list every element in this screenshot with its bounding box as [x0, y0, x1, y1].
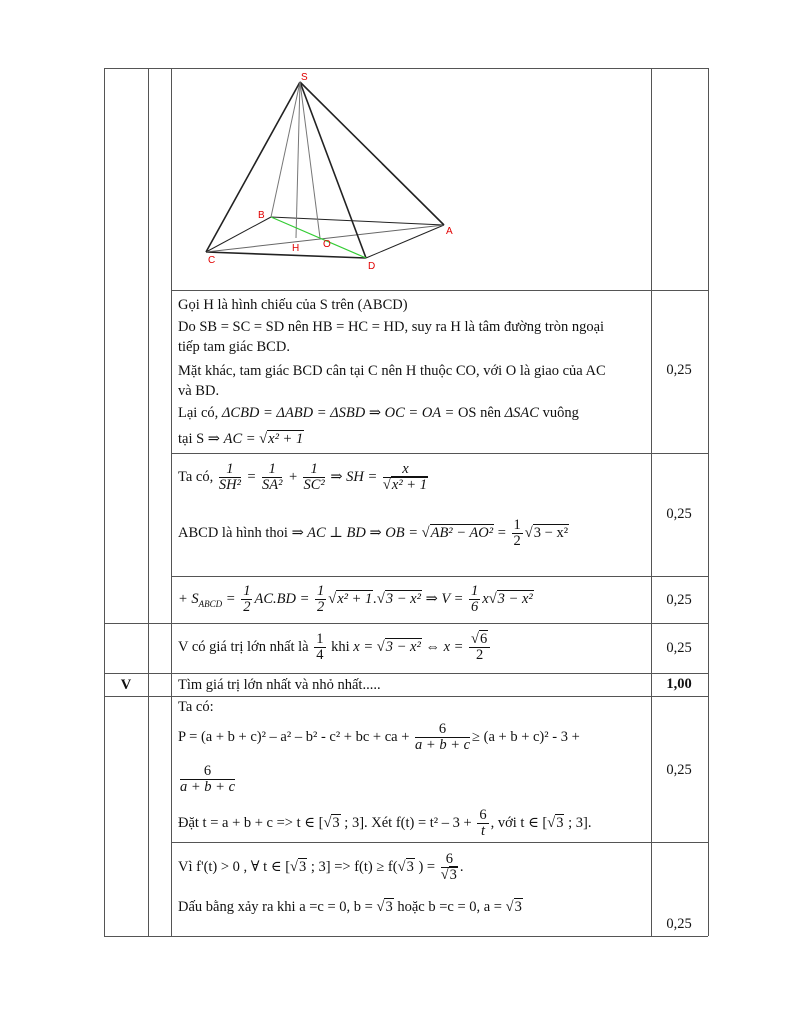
text-part: ) =: [414, 859, 439, 875]
text-line: Ta có, $\frac{1}{\text{SH²}}$ = $\frac{1}{\text{SA²}}$ + $\frac{1}{\text{SC²}}$ ⇒ SH = $\frac{x}{\text{√x² + 1}}$: [178, 461, 427, 494]
fraction: [469, 632, 490, 663]
table-border-top: [104, 68, 708, 69]
text-part: V có giá trị lớn nhất là: [178, 639, 313, 655]
score-cell: 1,00: [666, 676, 692, 692]
table-col-line-2: [148, 68, 149, 936]
fraction: [512, 518, 523, 549]
text-part: ≥ (a + b + c)² - 3 +: [472, 729, 580, 745]
label-S: S: [301, 72, 308, 83]
text-line: [178, 722, 580, 753]
numerator: 1: [513, 517, 521, 534]
formula: =: [222, 591, 240, 607]
denominator: t: [480, 823, 485, 840]
section-title: Tìm giá trị lớn nhất và nhỏ nhất.....: [178, 677, 381, 693]
formula: x: [482, 591, 489, 607]
numerator: 1: [471, 583, 479, 600]
text-line: Gọi H là hình chiếu của S trên (ABCD): [178, 297, 408, 313]
edge-DC: [206, 252, 366, 258]
fraction: [180, 764, 235, 795]
score-cell: 0,25: [666, 916, 692, 932]
text-line: V có giá trị lớn nhất là $\frac{1}{4}$ khi x = √3 − x² ⇔ x = $\frac{√6}{2}$: [178, 632, 492, 663]
numerator: 1: [219, 462, 241, 478]
text-part: vuông: [538, 405, 579, 421]
seg-SH: [296, 82, 300, 238]
denominator: a + b + c: [415, 737, 471, 754]
text-part: , với t ∈ [: [490, 815, 548, 831]
text-part: hoặc b =c = 0, a =: [393, 899, 506, 915]
radicand: 6: [480, 631, 488, 648]
radicand: x² + 1: [268, 431, 304, 447]
fraction: [314, 632, 325, 663]
numerator: 6: [415, 722, 470, 738]
denominator: 2: [476, 647, 484, 664]
formula: ⇔ x =: [421, 639, 468, 655]
row-divider: [104, 623, 708, 624]
formula: ΔCBD = ΔABD = ΔSBD ⇒ OC = OA =: [221, 405, 458, 421]
denominator: 2: [317, 599, 325, 616]
numerator: 1: [243, 583, 251, 600]
numerator: 6: [441, 852, 458, 868]
subscript: ABCD: [198, 598, 223, 609]
radicand: 3 − x²: [385, 591, 421, 607]
label-H: H: [292, 243, 300, 254]
text-part: Đặt t = a + b + c => t ∈ [: [178, 815, 324, 831]
fraction: [315, 584, 326, 615]
label-B: B: [258, 210, 265, 221]
radicand: 3: [385, 899, 393, 915]
numerator: 6: [479, 807, 487, 824]
text-part: tại S ⇒: [178, 431, 224, 447]
fraction: [477, 808, 488, 839]
text-line: Mặt khác, tam giác BCD cân tại C nên H thuộc CO, với O là giao của AC: [178, 363, 606, 379]
text-part: Ta có,: [178, 469, 217, 485]
radicand: 3: [449, 867, 457, 884]
radicand: 3: [406, 859, 414, 875]
fraction: [383, 462, 428, 493]
text-line: [178, 764, 237, 795]
text-line: Ta có:: [178, 699, 214, 715]
label-C: C: [208, 255, 216, 266]
radicand: 3 − x²: [385, 639, 421, 655]
text-part: khi: [327, 639, 354, 655]
row-divider: [171, 576, 708, 577]
formula: .: [373, 591, 377, 607]
text-part: OS nên: [457, 405, 505, 421]
text-line: Dấu bằng xảy ra khi a =c = 0, b = √3 hoặc b =c = 0, a = √3: [178, 899, 522, 915]
fraction: [262, 462, 282, 493]
text-line: + $S_{ABCD}$ = $\frac{1}{2}$ AC.BD = $\frac{1}{2}$ √x² + 1.√3 − x² ⇒ V = $\frac{1}{6}$ x√3 − x²: [178, 583, 533, 616]
text-part: Vì f'(t) > 0 , ∀ t ∈ [: [178, 859, 291, 875]
row-divider: [171, 290, 708, 291]
score-cell: 0,25: [666, 362, 692, 378]
denominator: √x² + 1: [382, 477, 427, 494]
label-O: O: [323, 239, 331, 250]
formula: AC =: [223, 431, 260, 447]
text-line: và BD.: [178, 383, 220, 399]
formula: + S: [178, 591, 199, 607]
radicand: AB² − AO²: [430, 525, 494, 541]
radicand: 3 − x²: [533, 525, 569, 541]
numerator: 1: [317, 583, 325, 600]
formula: ⇒ SH =: [330, 469, 381, 485]
score-cell: 0,25: [666, 592, 692, 608]
table-border-bottom: [104, 936, 708, 937]
score-cell: 0,25: [666, 506, 692, 522]
table-col-line-1: [104, 68, 105, 936]
score-cell: 0,25: [666, 640, 692, 656]
denominator: 2: [243, 599, 251, 616]
text-part: Dấu bằng xảy ra khi a =c = 0, b =: [178, 899, 377, 915]
fraction: [241, 584, 252, 615]
text-line: Vì f'(t) > 0 , ∀ t ∈ [√3 ; 3] => f(t) ≥ f(√3 ) = $\frac{6}{√3}$ .: [178, 851, 464, 884]
pyramid-figure: [190, 70, 470, 280]
row-divider: [171, 842, 708, 843]
text-line: Do SB = SC = SD nên HB = HC = HD, suy ra H là tâm đường tròn ngoại: [178, 319, 605, 335]
text-line: tại S ⇒ AC = √x² + 1: [178, 431, 304, 447]
denominator: √3: [440, 867, 457, 884]
row-divider: [171, 453, 708, 454]
radicand: 3: [556, 815, 564, 831]
text-line: Đặt t = a + b + c => t ∈ [√3 ; 3]. Xét f(t) = t² – 3 + $\frac{6}{t}$ , với t ∈ [√3 ; 3].: [178, 807, 592, 840]
formula: ΔSAC: [504, 405, 539, 421]
row-divider: [104, 696, 708, 697]
text-part: Lại có,: [178, 405, 222, 421]
text-part: ABCD là hình thoi: [178, 525, 292, 541]
radicand: 3: [514, 899, 522, 915]
fraction: [441, 852, 458, 883]
denominator: a + b + c: [180, 779, 236, 796]
formula: ⇒ V =: [421, 591, 467, 607]
numerator: √6: [469, 632, 490, 648]
edge-SD: [300, 82, 366, 258]
denominator: 4: [316, 647, 324, 664]
section-number: V: [120, 677, 132, 693]
formula: ⇒ AC ⊥ BD ⇒ OB =: [291, 525, 422, 541]
fraction: [303, 462, 324, 493]
radicand: 3: [332, 815, 340, 831]
text-part: ; 3].: [564, 815, 592, 831]
text-part: =: [497, 525, 510, 541]
radicand: x² + 1: [391, 477, 427, 494]
edge-AD: [366, 225, 444, 258]
numerator: 1: [303, 462, 324, 478]
denominator: SC²: [303, 477, 325, 494]
label-D: D: [368, 261, 376, 272]
text-line: [178, 404, 579, 422]
text-part: ; 3]. Xét f(t) = t² – 3 +: [340, 815, 476, 831]
edge-SA: [300, 82, 444, 225]
fraction: [219, 462, 241, 493]
fraction: [469, 584, 480, 615]
numerator: 6: [180, 764, 235, 780]
radicand: 3: [299, 859, 307, 875]
formula: x =: [353, 639, 377, 655]
numerator: 1: [316, 631, 324, 648]
numerator: x: [383, 462, 428, 478]
edge-SB: [271, 82, 300, 217]
formula: AC.BD =: [254, 591, 313, 607]
denominator: 6: [471, 599, 479, 616]
row-divider: [104, 673, 708, 674]
table-col-line-4: [651, 68, 652, 936]
denominator: SA²: [261, 477, 283, 494]
numerator: 1: [262, 462, 282, 478]
text-line: tiếp tam giác BCD.: [178, 339, 290, 355]
score-cell: 0,25: [666, 762, 692, 778]
text-part: P = (a + b + c)² – a² – b² - c² + bc + ca +: [178, 729, 414, 745]
text-part: ; 3] => f(t) ≥ f(: [307, 859, 398, 875]
radicand: 3 − x²: [497, 591, 533, 607]
seg-SO: [300, 82, 320, 238]
text-line: ABCD là hình thoi ⇒ AC ⊥ BD ⇒ OB = √AB² − AO² = $\frac{1}{2}$ √3 − x²: [178, 517, 569, 550]
label-A: A: [446, 226, 453, 237]
denominator: SH²: [218, 477, 241, 494]
table-col-line-3: [171, 68, 172, 936]
fraction: [415, 722, 470, 753]
denominator: 2: [513, 533, 521, 550]
text-part: .: [459, 859, 464, 875]
table-col-line-5: [708, 68, 709, 936]
radicand: x² + 1: [337, 591, 373, 607]
